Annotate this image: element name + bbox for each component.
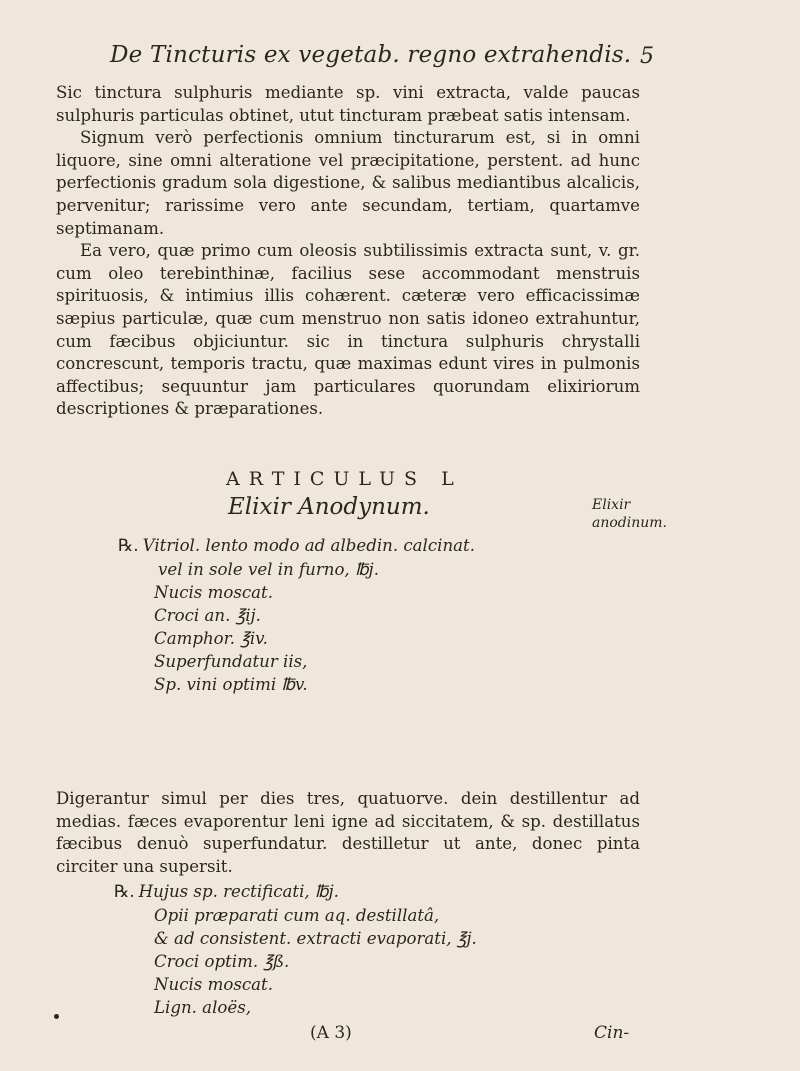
recipe-symbol: ℞. [118,536,139,556]
recipe-line: & ad consistent. extracti evaporati, ℥j. [154,929,477,948]
signature-mark: (A 3) [310,1023,352,1043]
procedure-text [56,788,640,878]
margin-note: Elixir anodinum. [592,497,667,531]
paragraph-3: Ea vero, quæ primo cum oleosis subtilissimis extracta sunt, v. gr. cum oleo terebinthinæ, facilius sese accommodant menstruis spirituosis, & intimius illis cohærent. cæteræ vero efficacissimæ sæpius particulæ, quæ cum menstruo non satis idoneo extrahuntur, cum fæcibus objiciuntur. sic in tinctura sulphuris chrystalli concrescunt, temporis tractu, quæ maximas edunt vires in pulmonis affectibus; sequuntur jam particulares quorundam elixiriorum descriptiones & præparationes. [56,241,640,419]
recipe-line: Lign. aloës, [154,998,251,1017]
recipe-line: Nucis moscat. [154,583,273,602]
running-head: De Tincturis ex vegetab. regno extrahendis. [110,42,632,68]
recipe-line: Superfundatur iis, [154,652,308,671]
article-heading: ARTICULUS L [226,468,463,490]
recipe-line: vel in sole vel in furno, ℔j. [158,560,379,579]
paragraph-4: Digerantur simul per dies tres, quatuorve. dein destillentur ad medias. fæces evaporentur leni igne ad siccitatem, & sp. destillatus fæcibus denuò superfundatur. destilletur ut ante, donec pinta circiter una supersit. [56,789,640,876]
recipe-line: Croci optim. ℥ß. [154,952,290,971]
recipe-1 [118,534,638,696]
intro-text [56,82,640,421]
paragraph-1: Sic tinctura sulphuris mediante sp. vini extracta, valde paucas sulphuris particulas obtinet, utut tincturam præbeat satis intensam. [56,83,640,125]
recipe-line: ℞. Vitriol. lento modo ad albedin. calcinat. [118,536,475,556]
recipe-symbol: ℞. [114,882,135,902]
recipe-line: Nucis moscat. [154,975,273,994]
recipe-line: Opii præparati cum aq. destillatâ, [154,906,440,925]
page-number: 5 [640,44,654,69]
recipe-line: Croci an. ℥ij. [154,606,261,625]
recipe-line: Camphor. ℥iv. [154,629,268,648]
article-title: Elixir Anodynum. [228,494,430,520]
recipe-line: Sp. vini optimi ℔v. [154,675,308,694]
recipe-line: ℞. Hujus sp. rectificati, ℔j. [114,882,339,902]
recipe-2 [114,880,634,1019]
catchword: Cin- [594,1023,630,1043]
ink-dot [54,1014,59,1019]
paragraph-2: Signum verò perfectionis omnium tincturarum est, si in omni liquore, sine omni alteratione vel præcipitatione, perstent. ad hunc perfectionis gradum sola digestione, & salibus mediantibus alcalicis, pervenitur; rarissime vero ante secundam, tertiam, quartamve septimanam. [56,128,640,238]
